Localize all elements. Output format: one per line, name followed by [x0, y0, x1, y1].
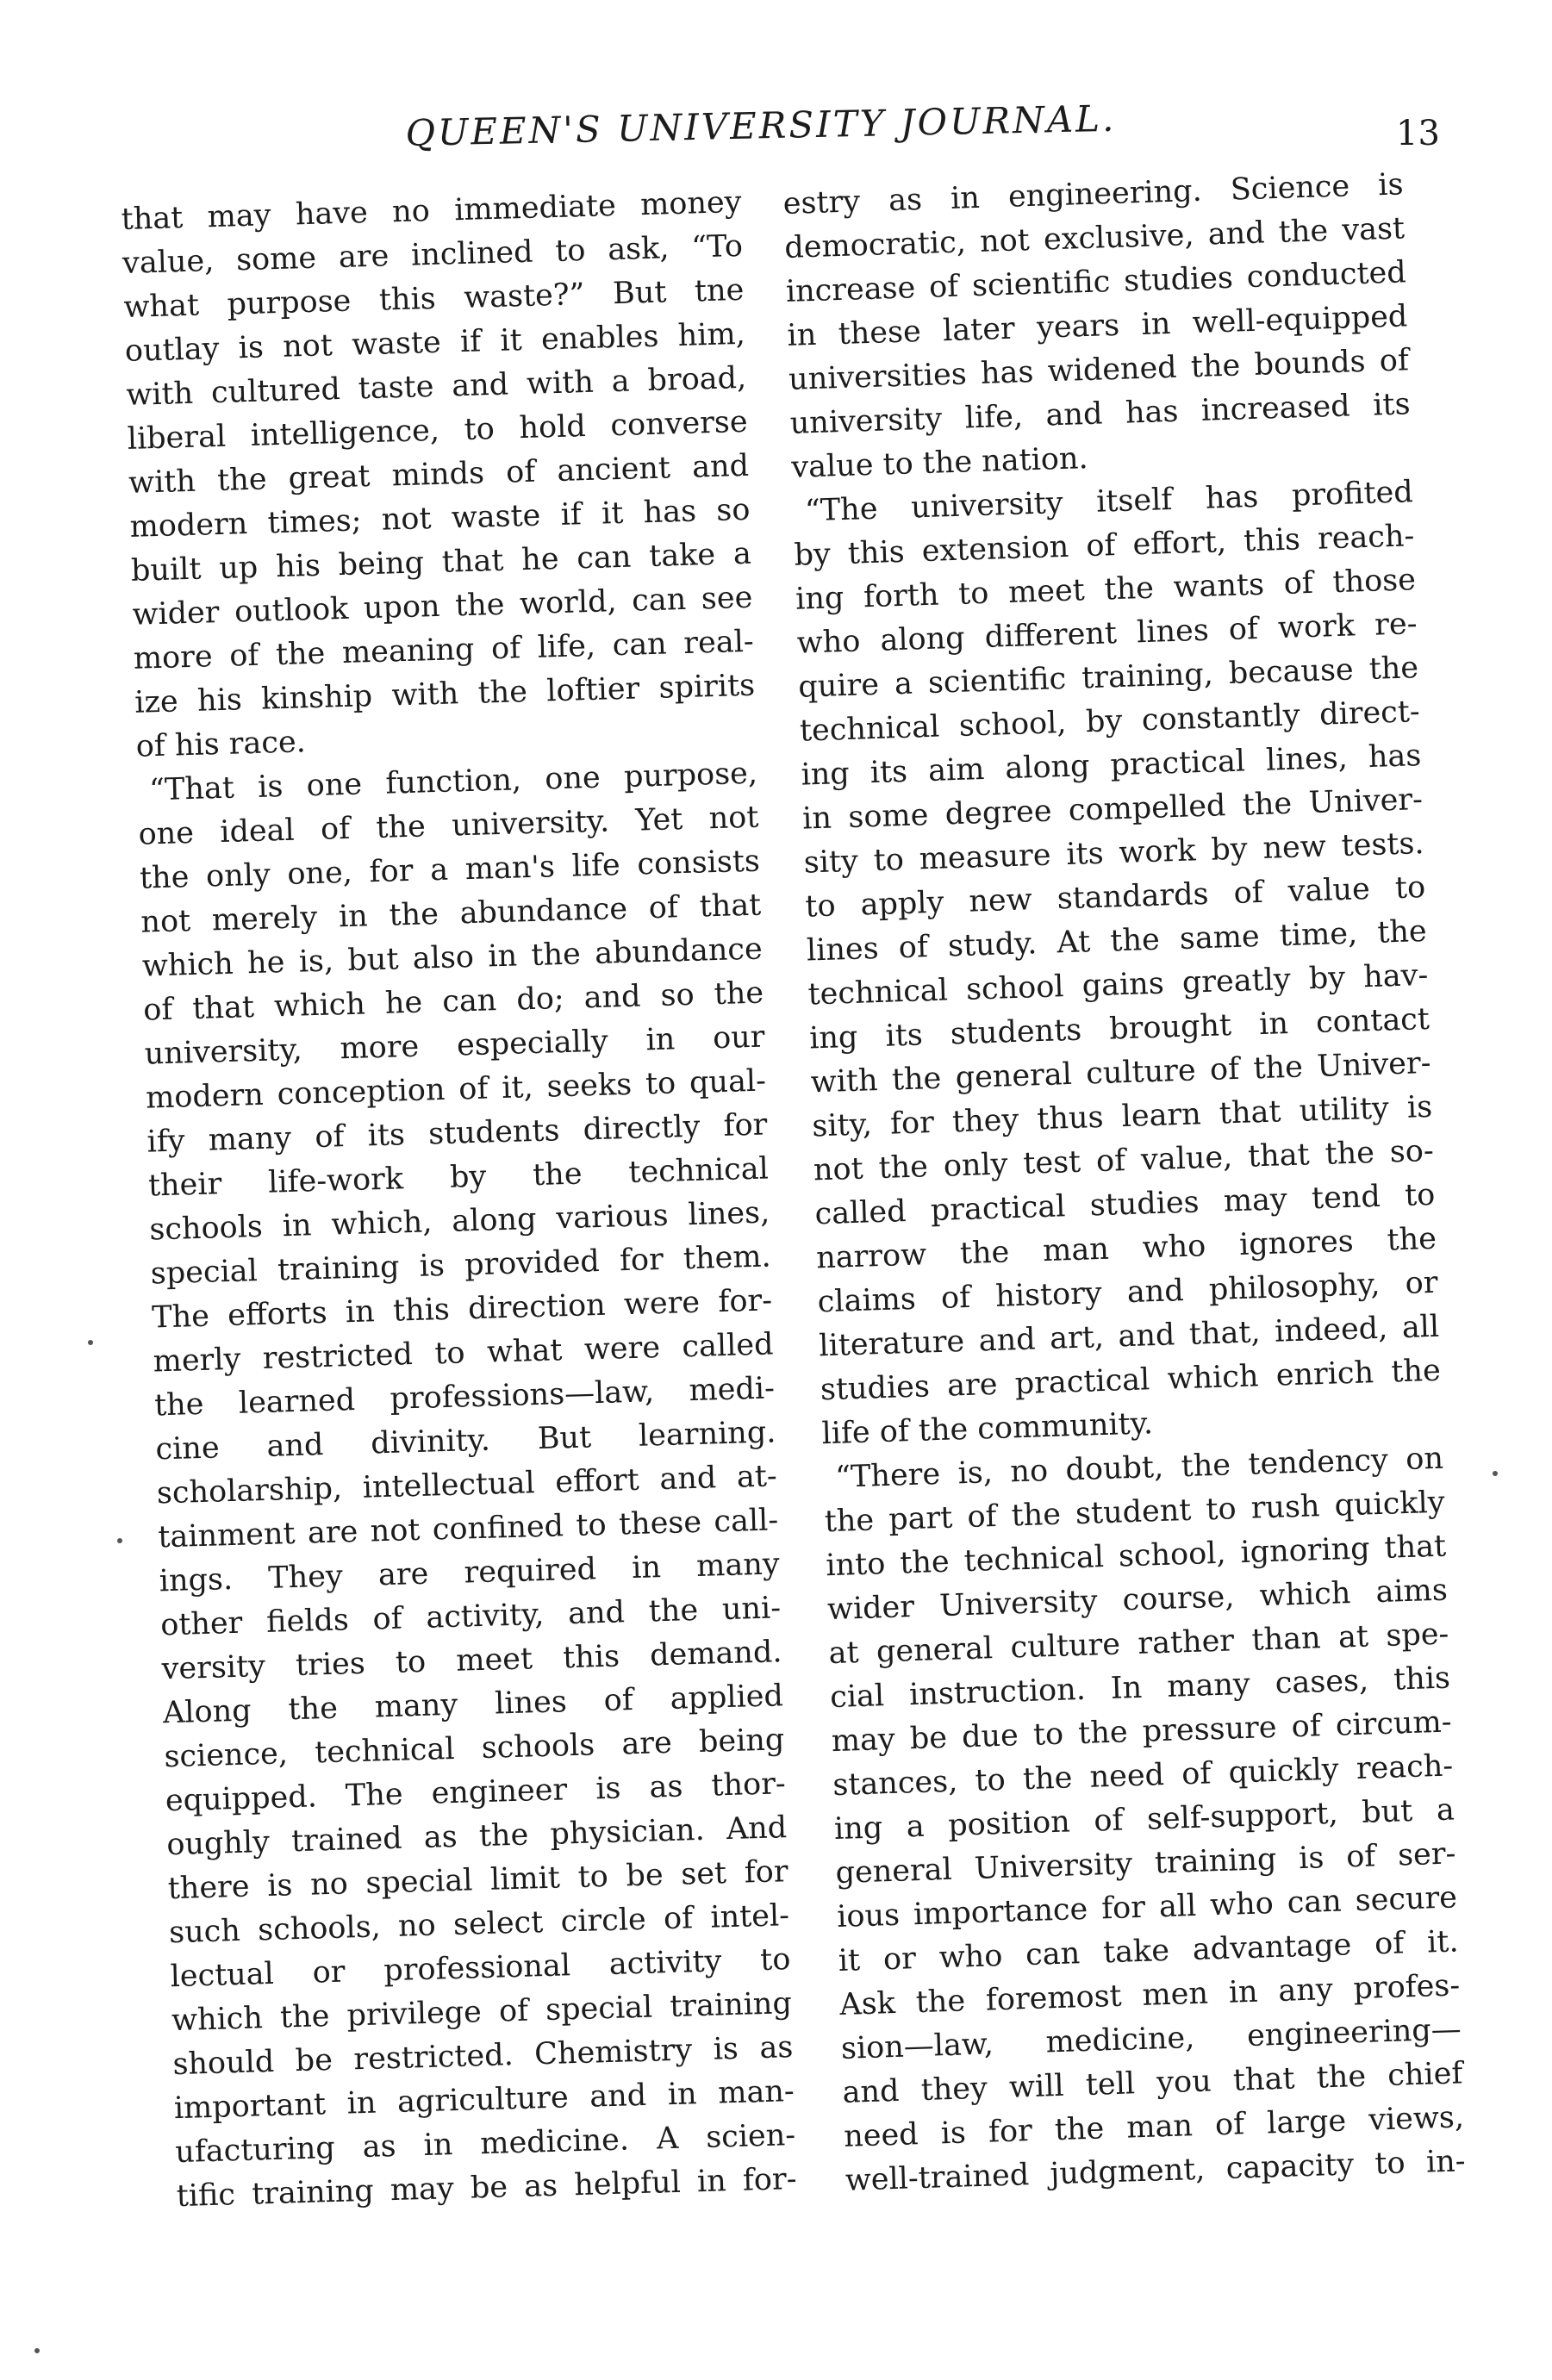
- left-column-line: more of the meaning of life, can real-: [133, 624, 755, 676]
- left-column-line: one ideal of the university. Yet not: [138, 800, 759, 852]
- right-column-line: ing forth to meet the wants of those: [795, 563, 1417, 617]
- right-column-line: at general culture rather than at spe-: [828, 1617, 1449, 1672]
- right-column-line: to apply new standards of value to: [804, 869, 1426, 925]
- left-column-line: such schools, no select circle of intel-: [168, 1898, 790, 1951]
- left-column-line: liberal intelligence, to hold converse: [127, 404, 749, 457]
- scan-speck: [34, 2348, 40, 2353]
- right-column-line: and they will tell you that the chief: [842, 2056, 1463, 2110]
- right-column-line: in these later years in well-equipped: [786, 299, 1408, 353]
- left-column-line: the only one, for a man's life consists: [139, 844, 761, 896]
- left-column-line: value, some are inclined to ask, “To: [122, 228, 744, 281]
- left-column-line: “That is one function, one purpose,: [148, 756, 758, 808]
- left-column-line: ings. They are required in many: [159, 1547, 781, 1599]
- left-column-line: their life-work by the technical: [147, 1151, 770, 1204]
- left-column-line: science, technical schools are being: [163, 1723, 785, 1775]
- right-column-line: sion—law, medicine, engineering—: [840, 2012, 1462, 2066]
- right-column-line: lines of study. At the same time, the: [806, 913, 1428, 969]
- right-text-column: [782, 163, 1466, 2202]
- left-column-line: oughly trained as the physician. And: [165, 1810, 788, 1863]
- right-column-line: ing its students brought in contact: [808, 1001, 1430, 1056]
- right-column-line: technical school, by constantly direct-: [799, 695, 1421, 749]
- right-column-line: in some degree compelled the Univer-: [801, 782, 1424, 837]
- right-column-line: life of the community.: [821, 1406, 1154, 1452]
- right-column-line: claims of history and philosophy, or: [817, 1265, 1439, 1320]
- left-column-line: merly restricted to what were called: [153, 1327, 774, 1380]
- left-column-line: other fields of activity, and the uni-: [159, 1591, 782, 1643]
- left-column-line: Along the many lines of applied: [162, 1679, 784, 1731]
- scan-speck: [88, 1340, 93, 1345]
- left-column-line: university, more especially in our: [144, 1019, 766, 1072]
- left-column-line: there is no special limit to be set for: [167, 1854, 789, 1907]
- left-column-line: ify many of its students directly for: [146, 1107, 768, 1160]
- left-column-line: modern times; not waste if it has so: [129, 492, 751, 545]
- left-column-line: with the great minds of ancient and: [128, 448, 750, 501]
- left-column-line: wider outlook upon the world, can see: [131, 580, 753, 632]
- right-column-line: studies are practical which enrich the: [820, 1353, 1442, 1408]
- left-column-line: built up his being that he can take a: [130, 536, 752, 589]
- right-column-line: need is for the man of large views,: [843, 2100, 1465, 2154]
- right-column-line: cial instruction. In many cases, this: [829, 1660, 1451, 1716]
- right-column-line: ious importance for all who can secure: [836, 1880, 1458, 1935]
- left-column-line: cine and divinity. But learning.: [155, 1415, 776, 1467]
- scan-speck: [1493, 1471, 1498, 1476]
- running-header-title: QUEEN'S UNIVERSITY JOURNAL.: [405, 97, 1117, 154]
- right-column-line: stances, to the need of quickly reach-: [832, 1748, 1454, 1804]
- left-column-line: lectual or professional activity to: [170, 1942, 791, 1995]
- right-column-line: sity to measure its work by new tests.: [803, 826, 1425, 881]
- right-column-line: sity, for they thus learn that utility is: [811, 1089, 1433, 1144]
- left-column-line: tainment are not confined to these call-: [157, 1503, 779, 1555]
- left-column-line: equipped. The engineer is as thor-: [165, 1766, 787, 1819]
- left-column-line: should be restricted. Chemistry is as: [171, 2030, 794, 2083]
- left-text-column: [121, 181, 797, 2219]
- right-column-line: may be due to the pressure of circum-: [831, 1704, 1453, 1760]
- left-column-line: modern conception of it, seeks to qual-: [145, 1063, 767, 1116]
- right-column-line: universities has widened the bounds of: [788, 343, 1410, 397]
- left-column-line: which the privilege of special training: [171, 1986, 793, 2039]
- right-column-line: value to the nation.: [790, 441, 1089, 485]
- right-column-line: by this extension of effort, this reach-: [793, 519, 1415, 573]
- right-column-line: who along different lines of work re-: [796, 607, 1418, 661]
- right-column-line: not the only test of value, that the so-: [813, 1133, 1435, 1188]
- right-column-line: well-trained judgment, capacity to in-: [845, 2144, 1467, 2198]
- right-column-line: general University training is of ser-: [835, 1836, 1456, 1891]
- right-column-line: “There is, no doubt, the tendency on: [834, 1441, 1444, 1495]
- left-column-line: ize his kinship with the loftier spirits: [134, 668, 756, 720]
- left-column-line: scholarship, intellectual effort and at-: [156, 1459, 778, 1511]
- right-column-line: university life, and has increased its: [789, 387, 1412, 441]
- left-column-line: what purpose this waste?” But tne: [122, 272, 745, 325]
- right-column-line: narrow the man who ignores the: [815, 1221, 1437, 1276]
- left-column-line: ufacturing as in medicine. A scien-: [174, 2118, 796, 2171]
- right-column-line: into the technical school, ignoring that: [825, 1529, 1447, 1584]
- left-column-line: important in agriculture and in man-: [173, 2074, 795, 2127]
- left-column-line: outlay is not waste if it enables him,: [124, 316, 746, 369]
- right-column-line: “The university itself has profited: [804, 475, 1414, 529]
- left-column-line: of his race.: [135, 725, 307, 764]
- left-column-line: the learned professions—law, medi-: [153, 1371, 776, 1424]
- left-column-line: schools in which, along various lines,: [148, 1195, 770, 1248]
- left-column-line: special training is provided for them.: [150, 1239, 772, 1292]
- right-column-line: ing its aim along practical lines, has: [800, 738, 1422, 793]
- left-column-line: The efforts in this direction were for-: [151, 1283, 773, 1336]
- right-column-line: technical school gains greatly by hav-: [807, 957, 1429, 1012]
- left-column-line: which he is, but also in the abundance: [141, 931, 764, 984]
- right-column-line: it or who can take advantage of it.: [838, 1924, 1460, 1978]
- right-column-line: wider University course, which aims: [826, 1573, 1449, 1628]
- left-column-line: that may have no immediate money: [121, 184, 742, 237]
- left-column-line: of that which he can do; and so the: [142, 975, 764, 1028]
- right-column-line: ing a position of self-support, but a: [833, 1792, 1455, 1847]
- right-column-line: Ask the foremost men in any profes-: [838, 1968, 1461, 2022]
- right-column-line: with the general culture of the Univer-: [810, 1045, 1432, 1100]
- left-column-line: with cultured taste and with a broad,: [125, 360, 747, 413]
- right-column-line: quire a scientific training, because the: [797, 651, 1419, 705]
- page-number: 13: [1396, 114, 1440, 153]
- right-column-line: estry as in engineering. Science is: [782, 167, 1405, 221]
- right-column-line: literature and art, and that, indeed, all: [818, 1309, 1440, 1364]
- left-column-line: tific training may be as helpful in for-: [176, 2161, 798, 2215]
- right-column-line: called practical studies may tend to: [814, 1177, 1436, 1232]
- left-column-line: not merely in the abundance of that: [140, 888, 762, 940]
- left-column-line: versity tries to meet this demand.: [161, 1635, 782, 1687]
- right-column-line: democratic, not exclusive, and the vast: [783, 211, 1406, 265]
- right-column-line: increase of scientific studies conducted: [785, 255, 1407, 309]
- right-column-line: the part of the student to rush quickly: [824, 1485, 1446, 1540]
- scan-speck: [117, 1538, 122, 1543]
